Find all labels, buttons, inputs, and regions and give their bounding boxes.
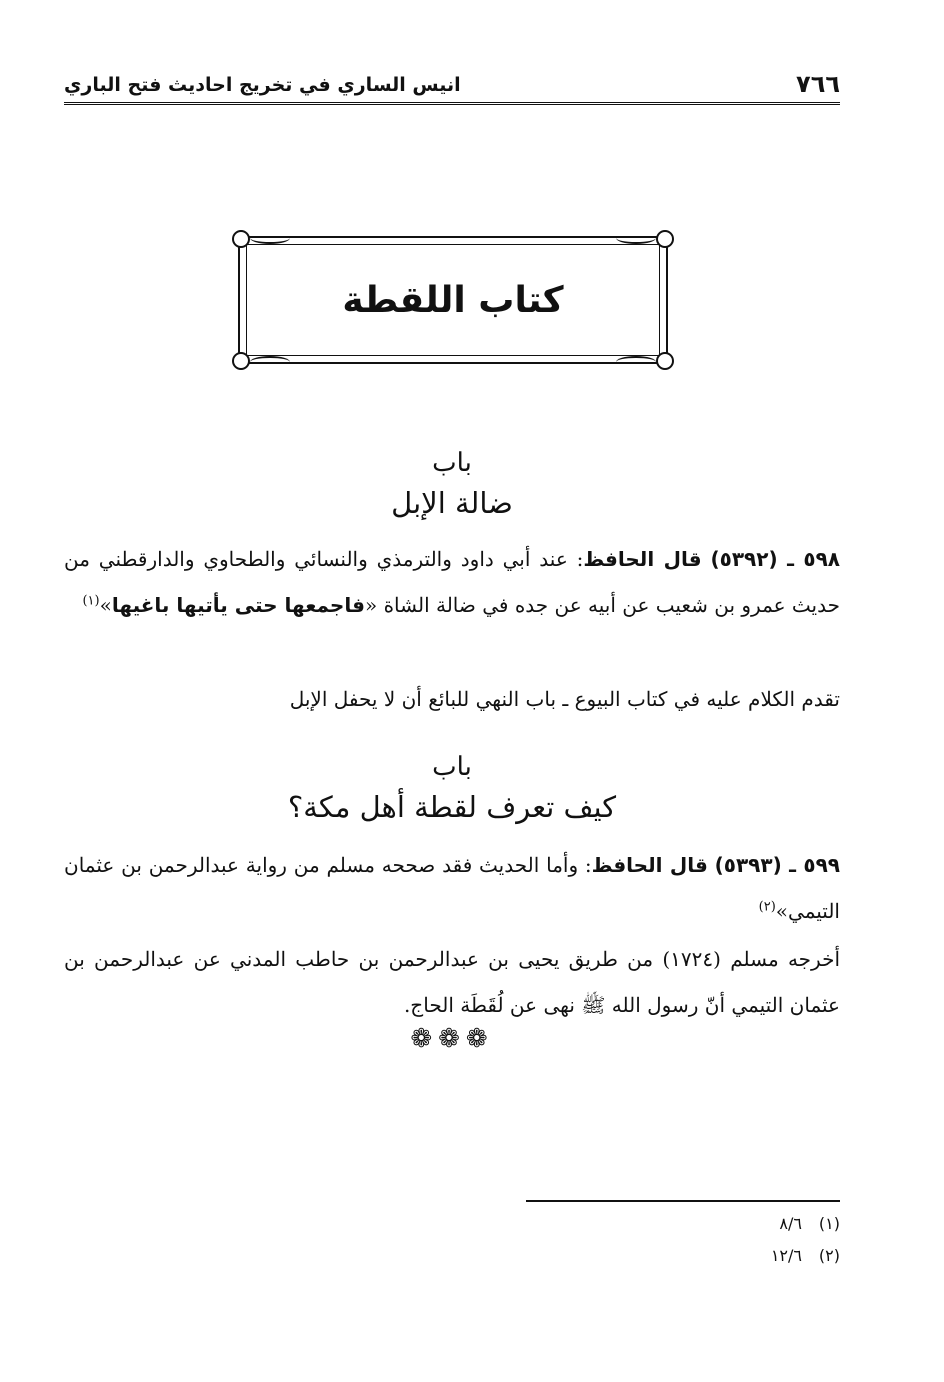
frame-flourish-icon bbox=[250, 232, 290, 244]
footnote-ref: (١) bbox=[82, 593, 100, 609]
hadith-entry bbox=[64, 842, 840, 934]
hadith-text: : وأما الحديث فقد صححه مسلم من رواية عبدالرحمن بن عثمان التيمي» bbox=[64, 853, 840, 923]
hadith-number: ٥٩٨ ـ (٥٣٩٢) bbox=[710, 547, 840, 571]
commentary-note: تقدم الكلام عليه في كتاب البيوع ـ باب النهي للبائع أن لا يحفل الإبل bbox=[289, 687, 840, 711]
qala-label: قال الحافظ bbox=[591, 853, 708, 877]
footnote-text: ١٢/٦ bbox=[770, 1246, 802, 1265]
footnote-ref: (٢) bbox=[758, 899, 776, 915]
section-heading: كيف تعرف لقطة أهل مكة؟ bbox=[287, 790, 617, 824]
frame-flourish-icon bbox=[616, 356, 656, 368]
frame-flourish-icon bbox=[616, 232, 656, 244]
frame-inner bbox=[246, 244, 660, 356]
book-title: كتاب اللقطة bbox=[342, 279, 564, 321]
footnote-item bbox=[771, 1246, 840, 1265]
footnote-text: ٨/٦ bbox=[779, 1214, 802, 1233]
footnote-divider bbox=[526, 1200, 840, 1202]
running-header bbox=[64, 62, 840, 105]
section-heading: ضالة الإبل bbox=[391, 486, 513, 520]
hadith-text: : عند أبي داود والترمذي والنسائي والطحاوي والدارقطني من حديث عمرو بن شعيب عن أبيه عن جده في ضالة الشاة « bbox=[64, 547, 840, 617]
commentary-note: أخرجه مسلم (١٧٢٤) من طريق يحيى بن عبدالرحمن بن حاطب المدني عن عبدالرحمن بن عثمان التيمي أنّ رسول الله ﷺ نهى عن لُقَطَة الحاج. bbox=[64, 947, 841, 1017]
ornamental-title-frame bbox=[238, 236, 668, 364]
qala-label: قال الحافظ bbox=[583, 547, 702, 571]
hadith-entry bbox=[64, 536, 840, 628]
footnote-mark: (٢) bbox=[818, 1246, 840, 1265]
hadith-number: ٥٩٩ ـ (٥٣٩٣) bbox=[714, 853, 840, 877]
running-title: انيس الساري في تخريج احاديث فتح الباري bbox=[64, 74, 461, 96]
section-label: باب bbox=[432, 448, 472, 478]
section-separator-icon: ❁❁❁ bbox=[410, 1024, 494, 1054]
footnote-item bbox=[779, 1214, 840, 1233]
footnote-mark: (١) bbox=[818, 1214, 840, 1233]
frame-flourish-icon bbox=[250, 356, 290, 368]
page-number: ٧٦٦ bbox=[796, 70, 840, 98]
hadith-text-end: » bbox=[99, 593, 112, 617]
section-label: باب bbox=[432, 752, 472, 782]
hadith-quote: فاجمعها حتى يأتيها باغيها bbox=[111, 593, 365, 617]
